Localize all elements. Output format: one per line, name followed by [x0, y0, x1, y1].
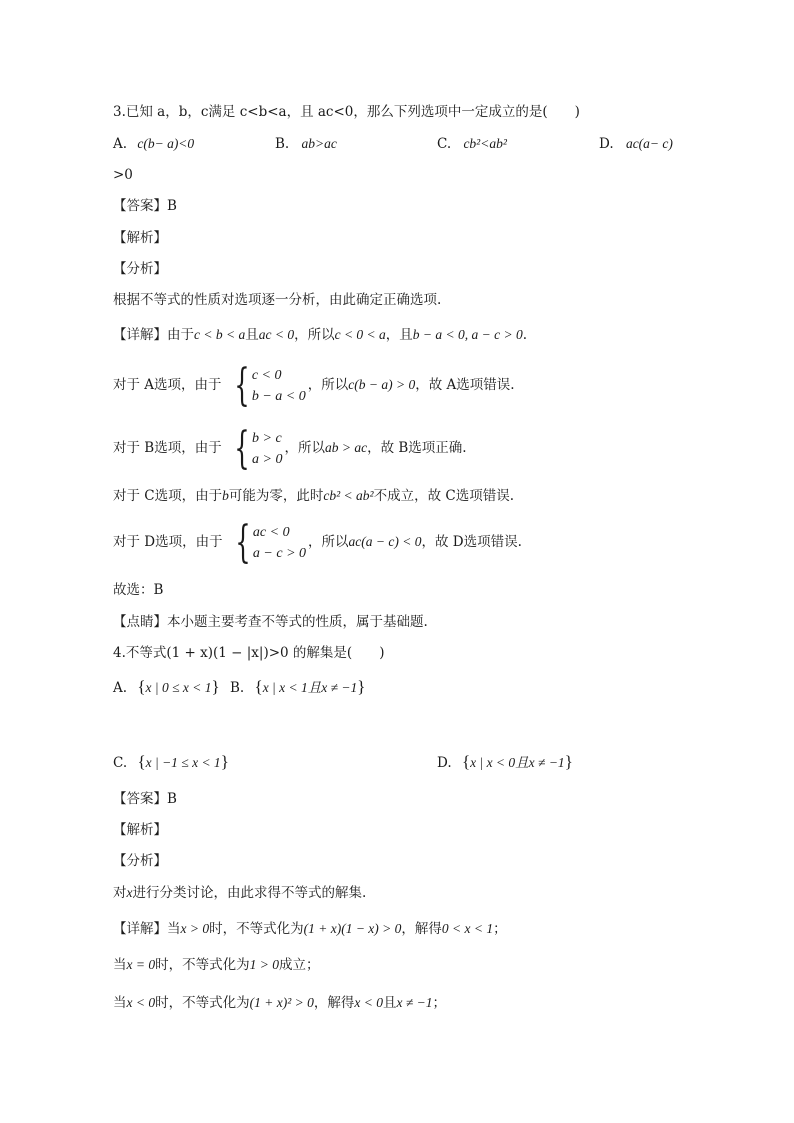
reason-text: ，所以	[284, 440, 325, 456]
q3-option-d-wrap: >0	[113, 167, 133, 183]
q3-reason-d	[113, 516, 522, 568]
q3-detail	[113, 326, 527, 344]
reason-text: ，故 B选项正确.	[367, 440, 467, 456]
detail-text: ，解得	[313, 995, 355, 1011]
reason-text: 对于 B选项，由于	[113, 440, 222, 456]
q4-jiexi: 【解析】	[113, 822, 167, 838]
detail-text: ，所以	[294, 327, 335, 343]
q4-option-c-label: C.	[113, 755, 128, 771]
detail-text: 当	[113, 995, 127, 1011]
q3-option-b-label: B.	[275, 136, 290, 152]
detail-text: 且	[382, 995, 397, 1011]
detail-text: .	[522, 327, 528, 343]
q3-guxuan: 故选：B	[113, 582, 164, 598]
q3-reason-c	[113, 487, 514, 505]
detail-math: (1 + x)(1 − x) > 0	[303, 921, 402, 936]
detail-tag: 【详解】	[113, 921, 167, 937]
detail-math: x = 0	[126, 957, 156, 972]
case-row: a > 0	[252, 451, 283, 467]
q3-option-c-label: C.	[437, 136, 452, 152]
detail-text: ；	[432, 995, 446, 1011]
reason-math: ac(a − c) < 0	[348, 534, 422, 549]
q4-option-a-label: A.	[113, 680, 128, 696]
case-row: c < 0	[251, 367, 282, 383]
detail-math: 0 < x < 1	[441, 921, 494, 936]
q3-option-d-text: ac(a− c)	[625, 136, 673, 151]
reason-math: b	[222, 488, 229, 503]
detail-text: ，且	[385, 327, 413, 343]
q3-option-a-text: c(b− a)<0	[137, 136, 195, 151]
q3-option-a	[113, 135, 194, 153]
q4-option-b-label: B.	[230, 680, 245, 696]
q3-answer: 【答案】B	[113, 198, 177, 214]
q3-option-d	[599, 135, 673, 153]
reason-text: 不成立，故 C选项错误.	[373, 488, 514, 504]
q3-jiexi: 【解析】	[113, 230, 167, 246]
detail-text: 成立；	[278, 957, 320, 973]
reason-text: ，故 D选项错误.	[421, 534, 522, 550]
detail-math: x ≠ −1	[396, 995, 433, 1010]
q3-option-c	[437, 135, 507, 153]
detail-math: (1 + x)² > 0	[249, 995, 314, 1010]
reason-text: 对于 C选项，由于	[113, 488, 223, 504]
q4-option-b: B. {x | x < 1且x ≠ −1}	[230, 677, 366, 696]
q4-answer: 【答案】B	[113, 791, 177, 807]
case-row: b − a < 0	[251, 388, 306, 404]
case-system	[228, 359, 306, 411]
q4-option-c-set: x | −1 ≤ x < 1	[145, 755, 221, 770]
q4-option-d-set: x | x < 0且x ≠ −1	[470, 755, 565, 770]
left-brace: {	[235, 516, 251, 568]
left-brace: {	[234, 422, 250, 474]
q4-option-a: A. {x | 0 ≤ x < 1}	[113, 677, 220, 696]
q4-fenxi-text	[113, 884, 366, 902]
detail-text: 当	[113, 957, 127, 973]
q4-option-b-set: x | x < 1且x ≠ −1	[262, 680, 358, 695]
q3-option-c-text: cb²<ab²	[463, 136, 507, 151]
q4-fenxi: 【分析】	[113, 853, 167, 869]
detail-text: ，解得	[401, 921, 442, 937]
q3-stem: 3.已知 a，b，c满足 c<b<a，且 ac<0，那么下列选项中一定成立的是( )	[113, 104, 580, 120]
left-brace: {	[234, 359, 250, 411]
case-system	[228, 422, 283, 474]
q4-option-a-set: x | 0 ≤ x < 1	[145, 680, 212, 695]
detail-math: ac < 0	[258, 327, 295, 342]
detail-text: 时，不等式化为	[209, 921, 304, 937]
q4-detail-2	[113, 956, 319, 974]
detail-math: x < 0	[126, 995, 156, 1010]
case-row: a − c > 0	[252, 545, 307, 561]
reason-math: c(b − a) > 0	[348, 377, 416, 392]
detail-math: c < 0 < a	[334, 327, 386, 342]
fenxi-text: 对	[113, 885, 127, 901]
fenxi-var: x	[126, 885, 133, 900]
reason-text: ，所以	[307, 377, 349, 393]
detail-text: 时，不等式化为	[155, 957, 250, 973]
q4-detail-1	[113, 920, 507, 938]
detail-text: 时，不等式化为	[155, 995, 250, 1011]
detail-tag: 【详解】	[113, 327, 167, 343]
reason-text: 对于 D选项，由于	[113, 534, 223, 550]
q3-fenxi: 【分析】	[113, 261, 167, 277]
case-row: ac < 0	[252, 524, 290, 540]
reason-math: ab > ac	[324, 440, 368, 455]
q4-option-c: C. {x | −1 ≤ x < 1}	[113, 752, 229, 771]
q4-option-d-label: D.	[437, 755, 452, 771]
detail-math: 1 > 0	[249, 957, 279, 972]
detail-math: x < 0	[354, 995, 383, 1010]
q3-fenxi-text: 根据不等式的性质对选项逐一分析，由此确定正确选项.	[113, 292, 442, 308]
q3-option-b-text: ab>ac	[301, 136, 337, 151]
detail-text: 由于	[167, 327, 194, 343]
reason-text: 可能为零，此时	[228, 488, 324, 504]
q3-option-d-label: D.	[599, 136, 614, 152]
reason-text: ，故 A选项错误.	[415, 377, 515, 393]
detail-text: ；	[493, 921, 507, 937]
q4-stem: 4.不等式(1 + x)(1 − |x|)>0 的解集是( )	[113, 645, 385, 661]
q3-reason-a	[113, 359, 515, 411]
detail-math: c < b < a	[194, 327, 246, 342]
reason-text: 对于 A选项，由于	[113, 377, 222, 393]
detail-math: x > 0	[180, 921, 210, 936]
detail-text: 且	[245, 327, 259, 343]
q3-dianjing: 【点睛】本小题主要考查不等式的性质，属于基础题.	[113, 614, 428, 630]
reason-math: cb² < ab²	[323, 488, 374, 503]
q3-option-b	[275, 135, 337, 153]
reason-text: ，所以	[308, 534, 349, 550]
case-row: b > c	[252, 430, 282, 446]
detail-math: b − a < 0, a − c > 0	[412, 327, 523, 342]
case-system	[229, 516, 307, 568]
detail-text: 当	[167, 921, 181, 937]
q3-reason-b	[113, 422, 467, 474]
q4-detail-3	[113, 994, 446, 1012]
q3-option-a-label: A.	[113, 136, 128, 152]
fenxi-text: 进行分类讨论，由此求得不等式的解集.	[132, 885, 367, 901]
q4-option-d: D. {x | x < 0且x ≠ −1}	[437, 752, 573, 771]
